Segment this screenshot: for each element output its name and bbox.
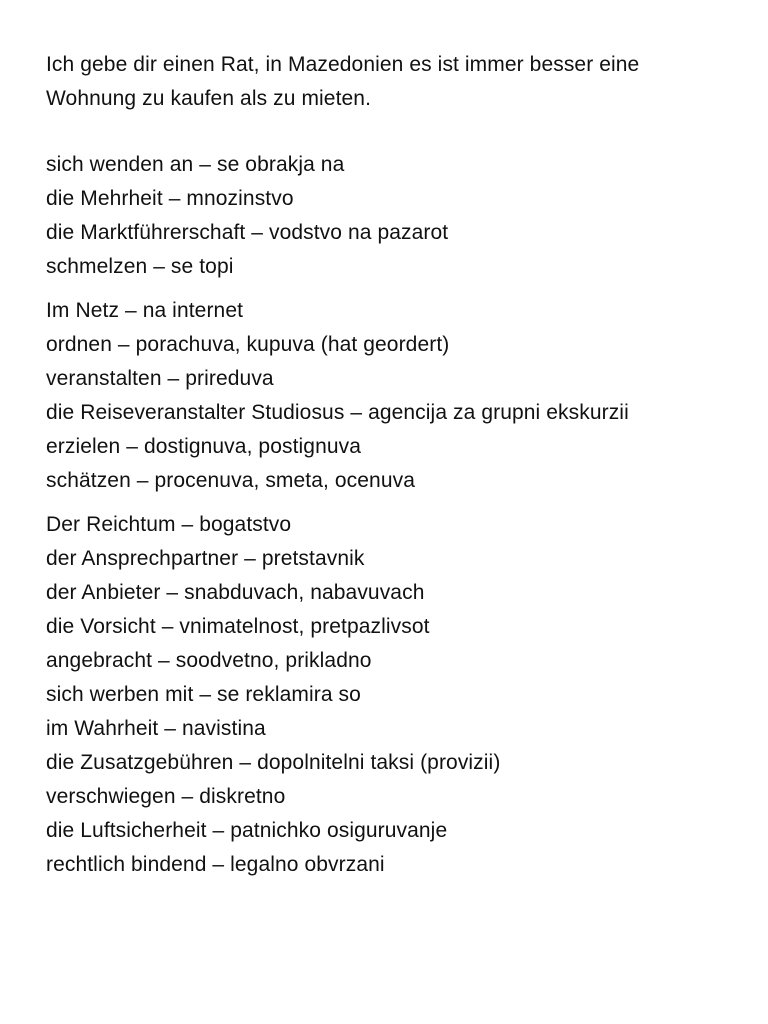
vocab-entry: angebracht – soodvetno, prikladno — [46, 649, 372, 672]
vocab-entry: Im Netz – na internet — [46, 299, 244, 322]
vocab-entry: der Ansprechpartner – pretstavnik — [46, 547, 365, 570]
intro-paragraph — [46, 48, 736, 116]
vocab-group-3 — [46, 508, 736, 882]
vocab-group-1 — [46, 148, 736, 284]
vocab-entry: schmelzen – se topi — [46, 255, 234, 278]
vocab-entry: rechtlich bindend – legalno obvrzani — [46, 853, 385, 876]
vocab-entry: die Reiseveranstalter Studiosus – agencija za grupni ekskurzii — [46, 401, 629, 424]
vocab-entry: die Luftsicherheit – patnichko osiguruvanje — [46, 819, 448, 842]
vocab-entry: ordnen – porachuva, kupuva (hat geordert) — [46, 333, 450, 356]
vocab-entry: sich werben mit – se reklamira so — [46, 683, 361, 706]
vocab-entry: verschwiegen – diskretno — [46, 785, 286, 808]
vocab-entry: veranstalten – prireduva — [46, 367, 274, 390]
vocab-group-2 — [46, 294, 736, 498]
vocab-entry: die Zusatzgebühren – dopolnitelni taksi (provizii) — [46, 751, 501, 774]
vocab-entry: die Mehrheit – mnozinstvo — [46, 187, 294, 210]
vocab-entry: die Marktführerschaft – vodstvo na pazarot — [46, 221, 449, 244]
document-content — [46, 48, 736, 882]
vocab-entry: schätzen – procenuva, smeta, ocenuva — [46, 469, 415, 492]
vocab-entry: der Anbieter – snabduvach, nabavuvach — [46, 581, 425, 604]
vocab-entry: Der Reichtum – bogatstvo — [46, 513, 292, 536]
intro-line: Ich gebe dir einen Rat, in Mazedonien es ist immer besser eine — [46, 53, 640, 76]
vocab-entry: sich wenden an – se obrakja na — [46, 153, 345, 176]
vocab-entry: die Vorsicht – vnimatelnost, pretpazlivsot — [46, 615, 430, 638]
intro-line: Wohnung zu kaufen als zu mieten. — [46, 87, 372, 110]
vocab-entry: erzielen – dostignuva, postignuva — [46, 435, 362, 458]
vocab-entry: im Wahrheit – navistina — [46, 717, 266, 740]
